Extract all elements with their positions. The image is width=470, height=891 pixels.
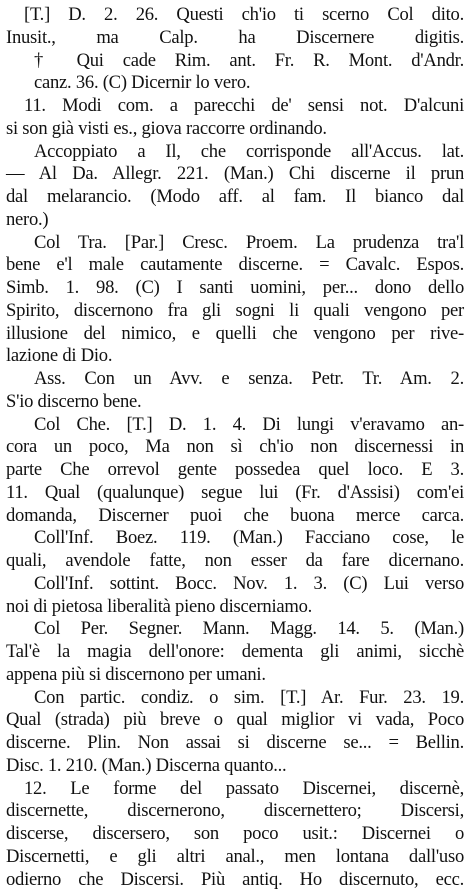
text-line: Inusit., ma Calp. ha Discernere digitis. — [6, 27, 464, 50]
text-line: domanda, Discerner puoi che buona merce carca. — [6, 505, 464, 528]
text-line: bene e'l male cautamente discerne. = Cavalc. Espos. — [6, 254, 464, 277]
text-line: Coll'Inf. sottint. Bocc. Nov. 1. 3. (C) Lui verso — [6, 573, 464, 596]
text-line: Col Che. [T.] D. 1. 4. Di lungi v'eravamo an- — [6, 414, 464, 437]
text-line: parte Che orrevol gente possedea quel loco. E 3. — [6, 459, 464, 482]
text-line: Con partic. condiz. o sim. [T.] Ar. Fur. 23. 19. — [6, 687, 464, 710]
text-line: canz. 36. (C) Dicernir lo vero. — [6, 72, 464, 95]
text-line: noi di pietosa liberalità pieno discerniamo. — [6, 596, 464, 619]
text-line: lazione di Dio. — [6, 345, 464, 368]
text-line: S'io discerno bene. — [6, 391, 464, 414]
text-line: 11. Qual (qualunque) segue lui (Fr. d'Assisi) com'ei — [6, 482, 464, 505]
text-line: Col Per. Segner. Mann. Magg. 14. 5. (Man.) — [6, 618, 464, 641]
text-line: Accoppiato a Il, che corrisponde all'Accus. lat. — [6, 141, 464, 164]
section-heading-line: 11. Modi com. a parecchi de' sensi not. D'alcuni — [6, 95, 464, 118]
text-line: appena più si discernono per umani. — [6, 664, 464, 687]
text-line: discerse, discersero, son poco usit.: Discernei o — [6, 823, 464, 846]
text-line: Tal'è la magia dell'onore: dementa gli animi, sicchè — [6, 641, 464, 664]
text-line: illusione del nimico, e quelli che vengono per rive- — [6, 323, 464, 346]
text-line: dal melarancio. (Modo aff. al fam. Il bianco dal — [6, 186, 464, 209]
text-line: Discernetti, e gli altri anal., men lontana dall'uso — [6, 846, 464, 869]
text-line: cora un poco, Ma non sì ch'io non discernessi in — [6, 436, 464, 459]
text-line: — Al Da. Allegr. 221. (Man.) Chi discerne il prun — [6, 163, 464, 186]
text-line: Col Tra. [Par.] Cresc. Proem. La prudenza tra'l — [6, 232, 464, 255]
text-line: discerne. Plin. Non assai si discerne se... = Bellin. — [6, 732, 464, 755]
text-line: Qual (strada) più breve o qual miglior vi vada, Poco — [6, 709, 464, 732]
text-line: Ass. Con un Avv. e senza. Petr. Tr. Am. 2. — [6, 368, 464, 391]
text-line: Coll'Inf. Boez. 119. (Man.) Facciano cose, le — [6, 527, 464, 550]
text-line: discernette, discernerono, discernettero; Discersi, — [6, 800, 464, 823]
text-line: si son già visti es., giova raccorre ordinando. — [6, 118, 464, 141]
text-line: quali, avendole fatte, non esser da fare dicernano. — [6, 550, 464, 573]
text-line: Disc. 1. 210. (Man.) Discerna quanto... — [6, 755, 464, 778]
text-line: Simb. 1. 98. (C) I santi uomini, per... dono dello — [6, 277, 464, 300]
text-line: Spirito, discernono fra gli sogni li quali vengono per — [6, 300, 464, 323]
text-line: nero.) — [6, 209, 464, 232]
section-heading-line: 12. Le forme del passato Discernei, discernè, — [6, 778, 464, 801]
text-line: [T.] D. 2. 26. Questi ch'io ti scerno Col dito. — [6, 4, 464, 27]
text-line: † Qui cade Rim. ant. Fr. R. Mont. d'Andr. — [6, 50, 464, 73]
text-line: odierno che Discersi. Più antiq. Ho discernuto, ecc. — [6, 869, 464, 891]
